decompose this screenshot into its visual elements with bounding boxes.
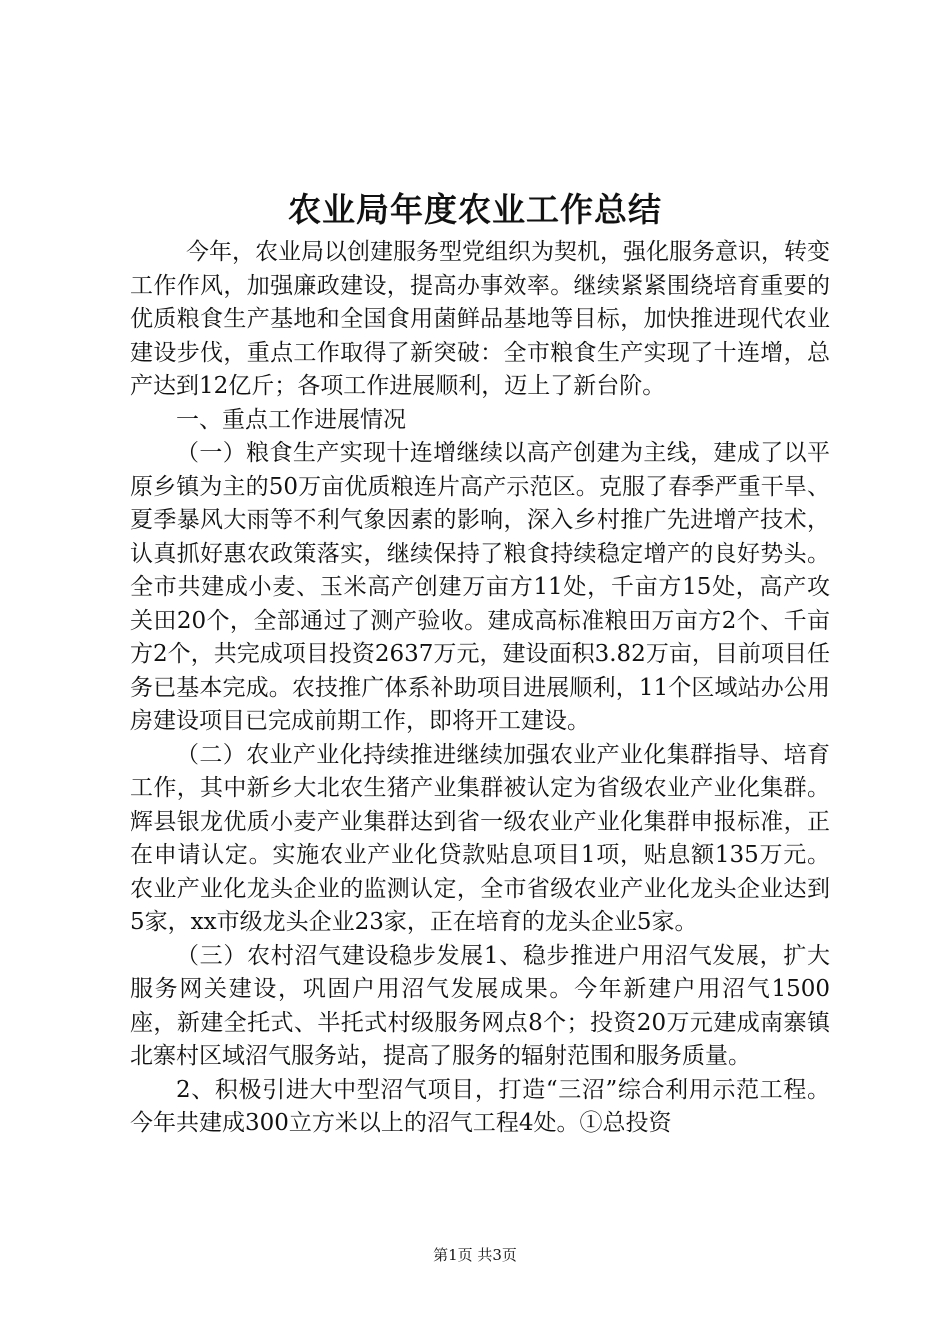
paragraph-intro: 今年，农业局以创建服务型党组织为契机，强化服务意识，转变工作作风，加强廉政建设，提高办事效率。继续紧紧围绕培育重要的优质粮食生产基地和全国食用菌鲜品基地等目标，加快推进现代农业建设步伐，重点工作取得了新突破：全市粮食生产实现了十连增，总产达到12亿斤；各项工作进展顺利，迈上了新台阶。	[130, 239, 830, 399]
document-body	[130, 236, 830, 1141]
paragraph-biogas: （三）农村沼气建设稳步发展1、稳步推进户用沼气发展，扩大服务网关建设，巩固户用沼气发展成果。今年新建户用沼气1500座，新建全托式、半托式村级服务网点8个；投资20万元建成南寨镇北寨村区域沼气服务站，提高了服务的辐射范围和服务质量。	[130, 942, 830, 1069]
section-heading: 一、重点工作进展情况	[176, 406, 406, 433]
paragraph-biogas-projects: 2、积极引进大中型沼气项目，打造“三沼”综合利用示范工程。今年共建成300立方米以上的沼气工程4处。①总投资	[130, 1076, 830, 1136]
document-title: 农业局年度农业工作总结	[288, 190, 662, 229]
page-footer: 第1页 共3页	[433, 1246, 517, 1264]
paragraph-industrialization: （二）农业产业化持续推进继续加强农业产业化集群指导、培育工作，其中新乡大北农生猪产业集群被认定为省级农业产业化集群。辉县银龙优质小麦产业集群达到省一级农业产业化集群申报标准，正在申请认定。实施农业产业化贷款贴息项目1项，贴息额135万元。农业产业化龙头企业的监测认定，全市省级农业产业化龙头企业达到5家，xx市级龙头企业23家，正在培育的龙头企业5家。	[130, 741, 830, 935]
paragraph-grain: （一）粮食生产实现十连增继续以高产创建为主线，建成了以平原乡镇为主的50万亩优质粮连片高产示范区。克服了春季严重干旱、夏季暴风大雨等不利气象因素的影响，深入乡村推广先进增产技术，认真抓好惠农政策落实，继续保持了粮食持续稳定增产的良好势头。全市共建成小麦、玉米高产创建万亩方11处，千亩方15处，高产攻关田20个，全部通过了测产验收。建成高标准粮田万亩方2个、千亩方2个，共完成项目投资2637万元，建设面积3.82万亩，目前项目任务已基本完成。农技推广体系补助项目进展顺利，11个区域站办公用房建设项目已完成前期工作，即将开工建设。	[130, 440, 830, 734]
